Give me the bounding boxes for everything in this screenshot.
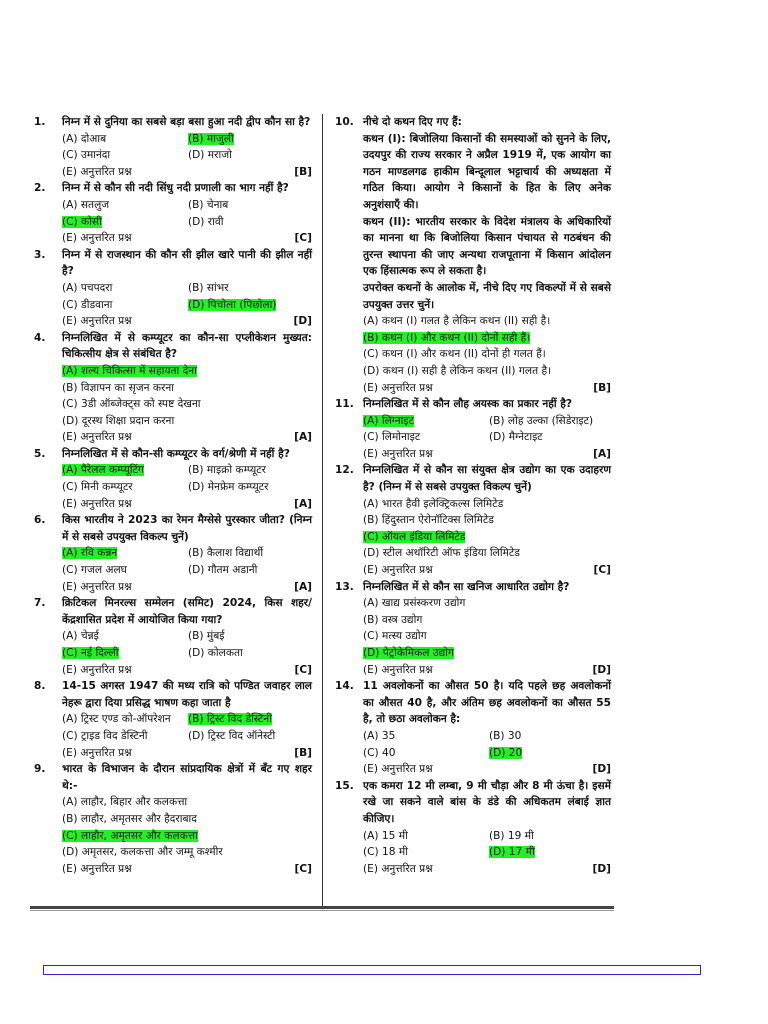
option: (D) अमृतसर, कलकत्ता और जम्मू कश्मीर xyxy=(62,846,223,859)
answer-key: [C] xyxy=(593,564,611,577)
option-unanswered: (E) अनुत्तरित प्रश्न xyxy=(363,763,433,776)
right-column xyxy=(335,114,611,877)
answer-row xyxy=(62,861,312,878)
option-line xyxy=(363,645,611,662)
answer-key: [B] xyxy=(294,746,312,759)
option: (A) लाहौर, बिहार और कलकत्ता xyxy=(62,796,188,809)
option-row xyxy=(62,197,312,214)
option-correct-highlight: (D) 17 मी xyxy=(489,846,535,859)
question-text: निम्न में से कौन सी नदी सिंधु नदी प्रणाली का भाग नहीं है? xyxy=(62,182,289,195)
question-11 xyxy=(335,396,611,462)
question-number: 13. xyxy=(335,580,354,593)
option-cell xyxy=(489,828,534,845)
question-2 xyxy=(34,180,312,246)
answer-row xyxy=(363,380,611,397)
answer-row xyxy=(363,861,611,878)
option: (A) खाद्य प्रसंस्करण उद्योग xyxy=(363,597,466,610)
option-unanswered: (E) अनुत्तरित प्रश्न xyxy=(62,431,132,444)
option-unanswered: (E) अनुत्तरित प्रश्न xyxy=(363,663,433,676)
option-line xyxy=(363,612,611,629)
option-row xyxy=(363,745,611,762)
answer-row xyxy=(62,429,312,446)
option-correct-highlight: (D) पेट्रोकेमिकल उद्योग xyxy=(363,647,454,659)
option: (A) चेन्नई xyxy=(62,630,99,643)
option-line xyxy=(363,496,611,513)
option-unanswered: (E) अनुत्तरित प्रश्न xyxy=(62,232,132,245)
option: (A) 35 xyxy=(363,729,396,742)
option-line xyxy=(62,380,312,397)
option-unanswered: (E) अनुत्तरित प्रश्न xyxy=(62,862,132,875)
answer-row xyxy=(62,662,312,679)
option-cell xyxy=(62,214,188,231)
question-10 xyxy=(335,114,611,396)
option-correct-highlight: (D) पिचोला (पिछोला) xyxy=(188,298,277,311)
question-13 xyxy=(335,579,611,679)
option-correct-highlight: (A) रवि कन्नन xyxy=(62,547,118,560)
question-text: किस भारतीय ने 2023 का रेमन मैग्सेसे पुरस्कार जीता? (निम्न में से सबसे उपयुक्त विकल्प चुनें) xyxy=(62,514,312,543)
answer-row xyxy=(363,446,611,463)
option-line xyxy=(62,413,312,430)
option-cell xyxy=(62,645,188,662)
question-number: 10. xyxy=(335,116,354,128)
option-row xyxy=(62,462,312,479)
option-cell xyxy=(62,147,188,164)
option-cell xyxy=(188,131,234,148)
question-text: 14-15 अगस्त 1947 की मध्य रात्रि को पण्डित जवाहर लाल नेहरू द्वारा दिया प्रसिद्ध भाषण कहा जाता है xyxy=(62,680,312,709)
option-cell xyxy=(62,562,188,579)
option-line xyxy=(363,595,611,612)
option-cell xyxy=(188,628,225,645)
option: (D) मैग्नेटाइट xyxy=(489,431,543,444)
option-cell xyxy=(62,479,188,496)
question-15 xyxy=(335,778,611,878)
answer-key: [D] xyxy=(592,663,611,676)
option-cell xyxy=(62,728,188,745)
question-text: भारत के विभाजन के दौरान सांप्रदायिक क्षेत्रों में बँट गए शहर थे:- xyxy=(62,763,312,792)
answer-row xyxy=(62,230,312,247)
option: (C) 40 xyxy=(363,746,396,759)
option: (C) लिमोनाइट xyxy=(363,431,421,444)
option-cell xyxy=(62,545,188,562)
question-14 xyxy=(335,678,611,778)
question-5 xyxy=(34,446,312,512)
option-unanswered: (E) अनुत्तरित प्रश्न xyxy=(363,447,433,460)
option-cell xyxy=(188,545,263,562)
option-correct-highlight: (B) ट्रिस्ट विद डेस्टिनी xyxy=(188,713,272,726)
question-number: 15. xyxy=(335,779,354,792)
answer-row xyxy=(62,496,312,513)
answer-row xyxy=(363,662,611,679)
option-cell xyxy=(188,280,229,297)
answer-row xyxy=(62,313,312,330)
option-correct-highlight: (B) माजुली xyxy=(188,132,234,145)
option: (B) माइक्रो कम्प्यूटर xyxy=(188,464,266,477)
question-number: 3. xyxy=(34,248,46,261)
option-unanswered: (E) अनुत्तरित प्रश्न xyxy=(62,746,132,759)
question-number: 4. xyxy=(34,331,46,344)
question-6 xyxy=(34,512,312,595)
option-line xyxy=(363,346,611,363)
option-row xyxy=(62,711,312,728)
option-cell xyxy=(489,413,593,430)
answer-key: [B] xyxy=(294,165,312,178)
question-number: 5. xyxy=(34,447,46,460)
option-cell xyxy=(363,828,489,845)
option-unanswered: (E) अनुत्तरित प्रश्न xyxy=(363,381,433,394)
option-line xyxy=(363,628,611,645)
question-number: 7. xyxy=(34,597,46,610)
option-line xyxy=(363,330,611,347)
option-cell xyxy=(62,280,188,297)
option: (B) लोह उल्का (सिडेराइट) xyxy=(489,414,594,427)
option-correct-highlight: (C) ऑयल इंडिया लिमिटेड xyxy=(363,530,466,543)
option-cell xyxy=(62,297,188,314)
option-correct-highlight: (C) कोसी xyxy=(62,215,102,228)
option-cell xyxy=(62,197,188,214)
option-line xyxy=(363,512,611,529)
question-number: 11. xyxy=(335,398,354,411)
option-line xyxy=(62,844,312,861)
option: (D) रावी xyxy=(188,215,224,228)
option: (D) गौतम अडानी xyxy=(188,564,258,577)
option-line xyxy=(363,313,611,330)
question-text: निम्नलिखित में से कौन सा संयुक्त क्षेत्र उद्योग का एक उदाहरण है? (निम्न में से सबसे उपयुक्त विकल्प चुनें) xyxy=(363,464,611,494)
option: (D) ट्रिस्ट विद ऑनेस्टी xyxy=(188,729,276,742)
option-cell xyxy=(62,628,188,645)
option-row xyxy=(62,147,312,164)
option-row xyxy=(62,479,312,496)
question-text: निम्नलिखित में से कौन लौह अयस्क का प्रकार नहीं है? xyxy=(363,398,573,411)
option: (A) भारत हैवी इलेक्ट्रिकल्स लिमिटेड xyxy=(363,497,504,510)
answer-key: [C] xyxy=(294,232,312,245)
option-row xyxy=(363,728,611,745)
option-cell xyxy=(188,645,243,662)
option: (C) 18 मी xyxy=(363,846,408,859)
answer-key: [B] xyxy=(593,381,611,394)
answer-key: [C] xyxy=(294,862,312,875)
column-divider xyxy=(322,114,323,906)
option-unanswered: (E) अनुत्तरित प्रश्न xyxy=(363,862,433,875)
option-cell xyxy=(489,844,535,861)
answer-key: [A] xyxy=(294,497,312,510)
question-text: निम्नलिखित में से कौन-सी कम्प्यूटर के वर्ग/श्रेणी में नहीं है? xyxy=(62,447,290,460)
statement-para1: कथन (I): बिजोलिया किसानों की समस्याओं को सुनने के लिए, उदयपुर की राज्य सरकार ने अप्रैल 1919 में, एक आयोग का गठन माण्डलगढ हाकीम बिन्दूलाल भट्टाचार्य की अध्यक्षता में गठित किया। आयोग ने किसानों के हित के लिए अनेक अनुशंसाएँ की। xyxy=(363,132,611,211)
question-number: 8. xyxy=(34,680,46,693)
option: (D) मराजो xyxy=(188,149,232,162)
option-cell xyxy=(188,711,272,728)
option-cell xyxy=(188,147,232,164)
question-9 xyxy=(34,761,312,877)
option: (B) चेनाब xyxy=(188,198,229,211)
option-cell xyxy=(363,728,489,745)
option-correct-highlight: (A) शल्य चिकित्सा में सहायता देना xyxy=(62,364,197,377)
option: (B) विज्ञापन का सृजन करना xyxy=(62,381,174,394)
answer-key: [D] xyxy=(293,315,312,328)
option-line xyxy=(363,363,611,380)
question-number: 9. xyxy=(34,763,46,776)
option-row xyxy=(62,280,312,297)
question-7 xyxy=(34,595,312,678)
question-text: निम्नलिखित में से कौन सा खनिज आधारित उद्योग है? xyxy=(363,580,570,593)
question-text: निम्नलिखित में से कम्प्यूटर का कौन-सा एप्लीकेशन मुख्यत: चिकित्सीय क्षेत्र से संबंधित है? xyxy=(62,331,312,361)
option-cell xyxy=(363,844,489,861)
option: (C) 3डी ऑब्जेक्ट्स को स्पष्ट देखना xyxy=(62,398,201,411)
option-line xyxy=(363,545,611,562)
answer-row xyxy=(363,562,611,579)
answer-key: [A] xyxy=(294,431,312,444)
option: (D) मेनफ्रेम कम्प्यूटर xyxy=(188,481,269,494)
option-cell xyxy=(363,429,489,446)
option-cell xyxy=(363,745,489,762)
option-row xyxy=(62,562,312,579)
option-correct-highlight: (B) कथन (I) और कथन (II) दोनों सही हैं। xyxy=(363,331,531,344)
question-text: क्रिटिकल मिनरल्स सम्मेलन (समिट) 2024, किस शहर/केंद्रशासित प्रदेश में आयोजित किया गया? xyxy=(62,597,312,626)
option-correct-highlight: (D) 20 xyxy=(489,746,523,759)
option: (B) मुंबई xyxy=(188,630,225,643)
question-number: 1. xyxy=(34,116,46,128)
left-column xyxy=(34,114,312,877)
option-cell xyxy=(62,131,188,148)
option-row xyxy=(62,297,312,314)
option: (B) कैलाश विद्यार्थी xyxy=(188,547,264,560)
option-line xyxy=(62,828,312,845)
answer-row xyxy=(363,761,611,778)
option: (A) सतलुज xyxy=(62,198,110,211)
footer-box xyxy=(43,965,701,975)
option: (C) ट्राइड विद डेस्टिनी xyxy=(62,729,148,742)
option-cell xyxy=(62,462,188,479)
option: (C) उमानंदा xyxy=(62,149,111,162)
option-cell xyxy=(188,479,268,496)
option-correct-highlight: (C) लाहौर, अमृतसर और कलकत्ता xyxy=(62,829,198,842)
option: (B) 30 xyxy=(489,729,522,742)
option-cell xyxy=(363,413,489,430)
question-text: नीचे दो कथन दिए गए हैं: xyxy=(363,116,462,128)
answer-key: [A] xyxy=(593,447,611,460)
option-unanswered: (E) अनुत्तरित प्रश्न xyxy=(363,564,433,577)
option-cell xyxy=(62,711,188,728)
option: (D) कोलकता xyxy=(188,647,243,659)
question-text: निम्न में से राजस्थान की कौन सी झील खारे पानी की झील नहीं है? xyxy=(62,248,312,278)
option: (B) वस्त्र उद्योग xyxy=(363,613,423,626)
option-row xyxy=(363,828,611,845)
option-row xyxy=(363,429,611,446)
option-line xyxy=(62,811,312,828)
question-number: 12. xyxy=(335,464,354,477)
question-text: एक कमरा 12 मी लम्बा, 9 मी चौड़ा और 8 मी ऊंचा है। इसमें रखे जा सकने वाले बांस के डंडे की अधिकतम लंबाई ज्ञात कीजिए। xyxy=(363,779,611,825)
option-row xyxy=(62,728,312,745)
option: (A) कथन (I) गलत है लेकिन कथन (II) सही है। xyxy=(363,315,551,328)
option-line xyxy=(62,396,312,413)
option-unanswered: (E) अनुत्तरित प्रश्न xyxy=(62,580,132,593)
option-row xyxy=(363,844,611,861)
option: (B) सांभर xyxy=(188,281,229,294)
option-cell xyxy=(188,562,257,579)
option-unanswered: (E) अनुत्तरित प्रश्न xyxy=(62,165,132,178)
option-unanswered: (E) अनुत्तरित प्रश्न xyxy=(62,663,132,676)
option-row xyxy=(62,628,312,645)
option: (C) मत्स्य उद्योग xyxy=(363,630,427,643)
option-cell xyxy=(489,728,521,745)
option-unanswered: (E) अनुत्तरित प्रश्न xyxy=(62,315,132,328)
option: (D) स्टील अथॉरिटी ऑफ इंडिया लिमिटेड xyxy=(363,547,520,560)
option-correct-highlight: (A) लिग्नाइट xyxy=(363,414,414,427)
option-cell xyxy=(188,197,228,214)
option: (D) दूरस्थ शिक्षा प्रदान करना xyxy=(62,414,175,427)
option: (B) लाहौर, अमृतसर और हैदराबाद xyxy=(62,812,197,825)
question-number: 6. xyxy=(34,514,46,527)
option-cell xyxy=(188,297,276,314)
bottom-rule-thin xyxy=(30,910,614,911)
option-line xyxy=(62,794,312,811)
statement-para3: उपरोक्त कथनों के आलोक में, नीचे दिए गए विकल्पों में से सबसे उपयुक्त उत्तर चुनें। xyxy=(363,281,611,311)
question-4 xyxy=(34,330,312,446)
answer-row xyxy=(62,164,312,181)
option: (A) पचपदरा xyxy=(62,281,113,294)
option-line xyxy=(62,363,312,380)
question-number: 2. xyxy=(34,182,46,195)
answer-row xyxy=(62,745,312,762)
option-row xyxy=(363,413,611,430)
option-cell xyxy=(188,462,266,479)
option: (B) 19 मी xyxy=(489,829,534,842)
option: (A) 15 मी xyxy=(363,829,408,842)
option: (C) कथन (I) और कथन (II) दोनों ही गलत हैं। xyxy=(363,348,546,361)
option: (A) ट्रिस्ट एण्ड को-ऑपरेशन xyxy=(62,713,171,726)
answer-key: [D] xyxy=(592,862,611,875)
answer-key: [D] xyxy=(592,763,611,776)
option-row xyxy=(62,645,312,662)
option-cell xyxy=(489,745,522,762)
option-cell xyxy=(188,728,275,745)
question-3 xyxy=(34,247,312,330)
bottom-rule xyxy=(30,906,614,909)
question-1 xyxy=(34,114,312,180)
question-8 xyxy=(34,678,312,761)
option: (C) मिनी कम्प्यूटर xyxy=(62,481,133,494)
option-line xyxy=(363,529,611,546)
question-text: निम्न में से दुनिया का सबसे बड़ा बसा हुआ नदी द्वीप कौन सा है? xyxy=(62,116,311,128)
question-12 xyxy=(335,462,611,578)
option-correct-highlight: (A) पैरेलल कम्प्यूटिंग xyxy=(62,464,144,477)
question-number: 14. xyxy=(335,680,354,693)
option-correct-highlight: (C) नई दिल्ली xyxy=(62,647,119,659)
option: (B) हिंदुस्तान ऐरोनॉटिक्स लिमिटेड xyxy=(363,514,494,527)
option-cell xyxy=(489,429,543,446)
option-cell xyxy=(188,214,224,231)
option: (C) डीडवाना xyxy=(62,298,113,311)
answer-row xyxy=(62,579,312,596)
option-row xyxy=(62,545,312,562)
answer-key: [A] xyxy=(294,580,312,593)
statement-para2: कथन (II): भारतीय सरकार के विदेश मंत्रालय के अधिकारियों का मानना था कि बिजोलिया किसान पंचायत से गठबंधन की तुरन्त स्थापना की जाए अन्यथा राजपूताना में किसान आंदोलन एक हिंसात्मक रूप ले सकता है। xyxy=(363,215,611,278)
option: (D) कथन (I) सही है लेकिन कथन (II) गलत है। xyxy=(363,364,552,377)
option-row xyxy=(62,131,312,148)
option: (C) गजल अलघ xyxy=(62,564,127,577)
option-row xyxy=(62,214,312,231)
option-unanswered: (E) अनुत्तरित प्रश्न xyxy=(62,497,132,510)
answer-key: [C] xyxy=(294,663,312,676)
question-text: 11 अवलोकनों का औसत 50 है। यदि पहले छह अवलोकनों का औसत 40 है, और अंतिम छह अवलोकनों का औसत 55 है, तो छठा अवलोकन है: xyxy=(363,680,611,726)
option: (A) दोआब xyxy=(62,132,107,145)
